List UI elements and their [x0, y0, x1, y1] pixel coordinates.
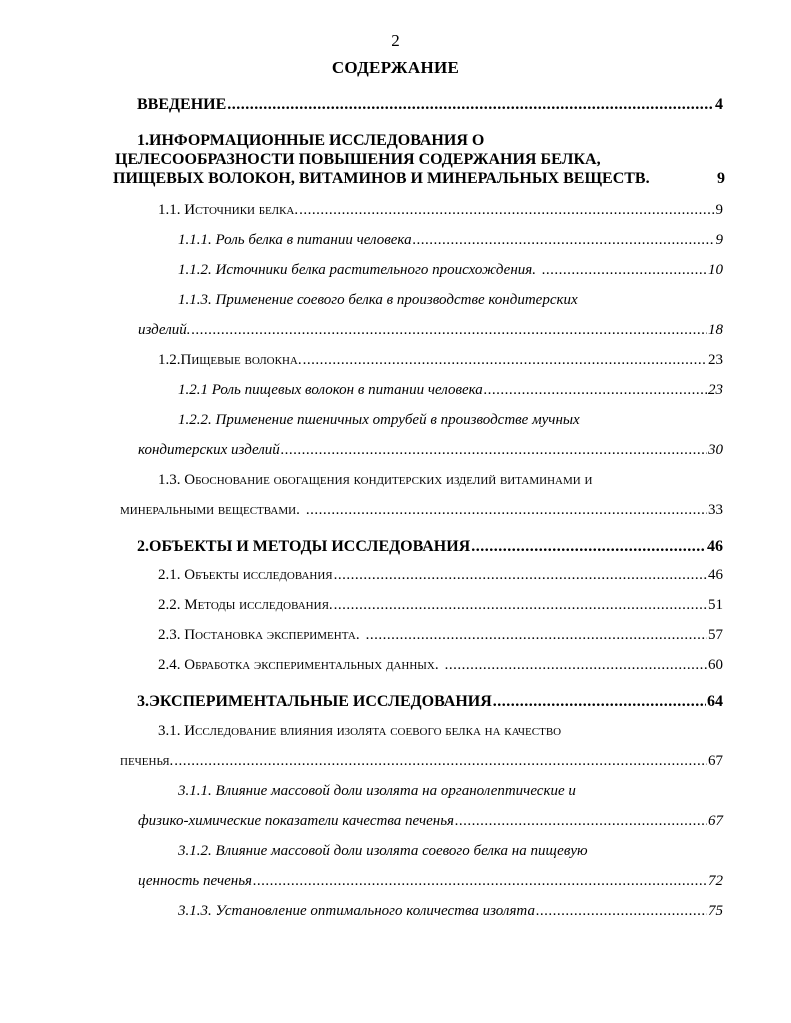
toc-entry-3-1-1[interactable] — [138, 812, 723, 830]
toc-page-number: 64 — [707, 693, 723, 710]
dot-leader — [542, 261, 707, 279]
toc-entry-1-2-2[interactable] — [138, 441, 723, 459]
dot-leader — [445, 656, 707, 674]
toc-entry-2-1[interactable] — [158, 566, 723, 584]
page-number: 2 — [391, 31, 400, 50]
toc-page-number: 23 — [708, 382, 723, 398]
toc-entry-1-1-1[interactable] — [178, 231, 723, 249]
toc-page-number: 57 — [708, 627, 723, 643]
toc-page-number: 9 — [715, 232, 723, 248]
dot-leader — [493, 693, 706, 711]
chapter-1-line-3: ПИЩЕВЫХ ВОЛОКОН, ВИТАМИНОВ И МИНЕРАЛЬНЫХ ВЕЩЕСТВ. — [113, 170, 650, 187]
toc-entry-1-2[interactable] — [158, 351, 723, 369]
toc-entry-title: 1.2.1 Роль пищевых волокон в питании человека — [178, 382, 483, 398]
toc-entry-1-1-3[interactable] — [138, 321, 723, 339]
toc-page-number: 51 — [708, 597, 723, 613]
dot-leader — [174, 752, 707, 770]
chapter-1-line-2: ЦЕЛЕСООБРАЗНОСТИ ПОВЫШЕНИЯ СОДЕРЖАНИЯ БЕЛКА, — [115, 151, 601, 168]
toc-page-number: 67 — [708, 813, 723, 829]
toc-entry-chapter-1[interactable] — [115, 131, 725, 188]
toc-page-number: 23 — [708, 352, 723, 368]
dot-leader — [253, 872, 707, 890]
dot-leader — [192, 321, 708, 339]
toc-entry-2-2[interactable] — [158, 596, 723, 614]
toc-entry-1-1[interactable] — [158, 201, 723, 219]
toc-entry-3-1-3[interactable] — [178, 902, 723, 920]
toc-entry-title: ВВЕДЕНИЕ — [137, 96, 227, 113]
toc-entry-title: 1.1. Источники белка. — [158, 202, 299, 218]
toc-entry-title: физико-химические показатели качества печенья — [138, 813, 454, 829]
dot-leader — [484, 381, 707, 399]
toc-page-number: 4 — [715, 96, 723, 113]
toc-entry-3-1[interactable] — [120, 752, 723, 770]
toc-entry-1-1-2[interactable] — [178, 261, 723, 279]
toc-entry-title: изделий. — [138, 322, 191, 338]
toc-entry-2-4[interactable] — [158, 656, 723, 674]
toc-page-number: 67 — [708, 753, 723, 769]
toc-entry-title: 2.ОБЪЕКТЫ И МЕТОДЫ ИССЛЕДОВАНИЯ — [137, 538, 471, 555]
toc-page-number: 33 — [708, 502, 723, 518]
toc-entry-title: 1.1.1. Роль белка в питании человека — [178, 232, 412, 248]
dot-leader — [306, 501, 707, 519]
toc-entry-3-1-2[interactable] — [138, 872, 723, 890]
toc-page-number: 9 — [717, 170, 725, 187]
toc-entry-3-1-line-1[interactable]: 3.1. Исследование влияния изолята соевого белка на качество — [158, 723, 562, 739]
toc-page-number: 46 — [707, 538, 723, 555]
dot-leader — [281, 441, 707, 459]
dot-leader — [536, 902, 707, 920]
toc-entry-1-3[interactable] — [120, 501, 723, 519]
toc-entry-title: 3.ЭКСПЕРИМЕНТАЛЬНЫЕ ИССЛЕДОВАНИЯ — [137, 693, 492, 710]
dot-leader — [455, 812, 707, 830]
toc-entry-intro[interactable] — [137, 96, 723, 114]
page-title: СОДЕРЖАНИЕ — [331, 58, 460, 77]
toc-entry-title: 2.2. Методы исследования. — [158, 597, 333, 613]
toc-entry-title: 2.4. Обработка экспериментальных данных. — [158, 657, 439, 673]
toc-entry-title: ценность печенья — [138, 873, 252, 889]
toc-entry-1-2-2-line-1[interactable]: 1.2.2. Применение пшеничных отрубей в производстве мучных — [178, 412, 580, 428]
toc-entry-title: 1.2.Пищевые волокна. — [158, 352, 302, 368]
toc-entry-2-3[interactable] — [158, 626, 723, 644]
toc-page-number: 60 — [708, 657, 723, 673]
dot-leader — [299, 201, 714, 219]
toc-page-number: 72 — [708, 873, 723, 889]
dot-leader — [471, 538, 706, 556]
toc-entry-title: кондитерских изделий — [138, 442, 280, 458]
toc-entry-1-2-1[interactable] — [178, 381, 723, 399]
dot-leader — [413, 231, 715, 249]
toc-entry-title: печенья. — [120, 753, 174, 769]
toc-entry-title: 3.1.3. Установление оптимального количества изолята — [178, 903, 535, 919]
toc-page-number: 46 — [708, 567, 723, 583]
dot-leader — [334, 596, 707, 614]
toc-entry-title: 2.3. Постановка эксперимента. — [158, 627, 360, 643]
toc-entry-title: минеральными веществами. — [120, 502, 300, 518]
toc-entry-chapter-3[interactable] — [137, 693, 723, 711]
dot-leader — [227, 96, 714, 114]
toc-entry-1-3-line-1[interactable]: 1.3. Обоснование обогащения кондитерских изделий витаминами и — [158, 472, 593, 488]
toc-entry-chapter-2[interactable] — [137, 538, 723, 556]
toc-entry-3-1-1-line-1[interactable]: 3.1.1. Влияние массовой доли изолята на органолептические и — [178, 783, 576, 799]
toc-entry-3-1-2-line-1[interactable]: 3.1.2. Влияние массовой доли изолята соевого белка на пищевую — [178, 843, 588, 859]
chapter-1-line-1: 1.ИНФОРМАЦИОННЫЕ ИССЛЕДОВАНИЯ О — [137, 132, 485, 149]
toc-page-number: 10 — [708, 262, 723, 278]
toc-page-number: 75 — [708, 903, 723, 919]
dot-leader — [366, 626, 707, 644]
dot-leader — [334, 566, 707, 584]
toc-page-number: 9 — [715, 202, 723, 218]
toc-page-number: 30 — [708, 442, 723, 458]
toc-entry-title: 1.1.2. Источники белка растительного происхождения. — [178, 262, 536, 278]
dot-leader — [303, 351, 707, 369]
toc-entry-title: 2.1. Объекты исследования — [158, 567, 333, 583]
toc-entry-1-1-3-line-1[interactable]: 1.1.3. Применение соевого белка в производстве кондитерских — [178, 292, 578, 308]
toc-page-number: 18 — [708, 322, 723, 338]
